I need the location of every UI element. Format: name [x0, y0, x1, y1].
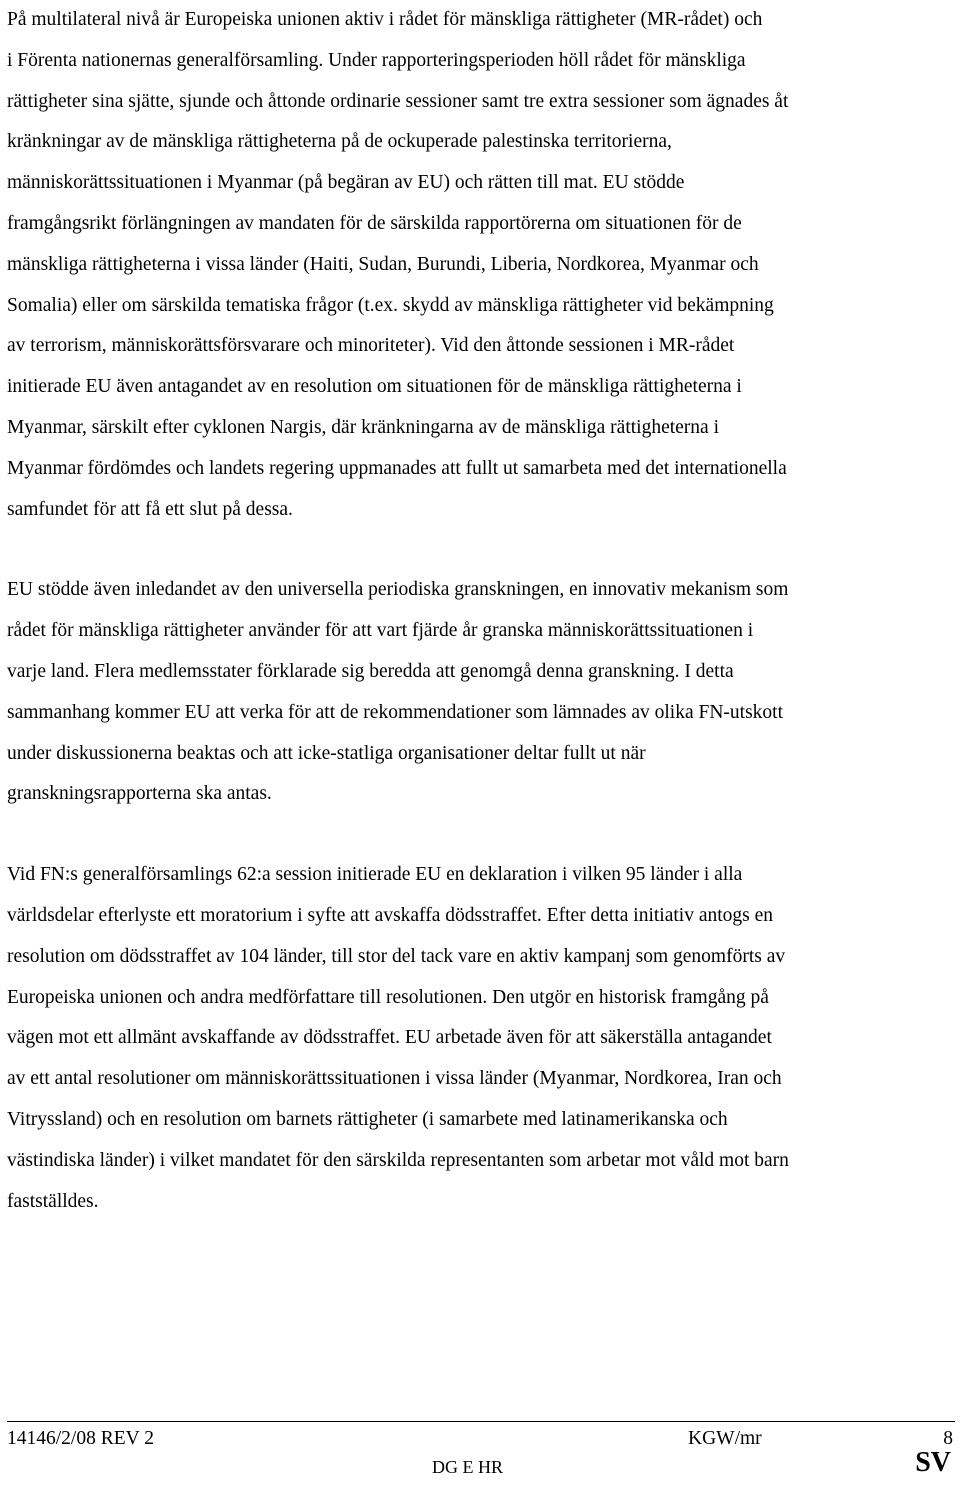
footer-row-top: [7, 1422, 955, 1452]
page-footer: [7, 1421, 955, 1482]
language-code: SV: [915, 1447, 951, 1478]
paragraph-2: EU stödde även inledandet av den universella periodiska granskningen, en innovativ mekanism som rådet för mänskliga rättigheter använder för att vart fjärde år granska människorättssituationen i varje land. Flera medlemsstater förklarade sig beredda att genomgå denna granskning. I detta sammanhang kommer EU att verka för att de rekommendationer som lämnades av olika FN-utskott under diskussionerna beaktas och att icke-statliga organisationer deltar fullt ut när granskningsrapporterna ska antas.: [7, 579, 789, 805]
paragraph-3: Vid FN:s generalförsamlings 62:a session initierade EU en deklaration i vilken 95 länder i alla världsdelar efterlyste ett moratorium i syfte att avskaffa dödsstraffet. Efter detta initiativ antogs en resolution om dödsstraffet av 104 länder, till stor del tack vare en aktiv kampanj som genomförts av Europeiska unionen och andra medförfattare till resolutionen. Den utgör en historisk framgång på vägen mot ett allmänt avskaffande av dödsstraffet. EU arbetade även för att säkerställa antagandet av ett antal resolutioner om människorättssituationen i vissa länder (Myanmar, Nordkorea, Iran och Vitryssland) och en resolution om barnets rättigheter (i samarbete med latinamerikanska och västindiska länder) i vilket mandatet för den särskilda representanten som arbetar mot våld mot barn fastställdes.: [7, 864, 789, 1212]
department-code: DG E HR: [432, 1457, 503, 1477]
paragraph-1: På multilateral nivå är Europeiska unionen aktiv i rådet för mänskliga rättigheter (MR-rådet) och i Förenta nationernas generalförsamling. Under rapporteringsperioden höll rådet för mänskliga rättigheter sina sjätte, sjunde och åttonde ordinarie sessioner samt tre extra sessioner som ägnades åt kränkningar av de mänskliga rättigheterna på de ockuperade palestinska territorierna, människorättssituationen i Myanmar (på begäran av EU) och rätten till mat. EU stödde framgångsrikt förlängningen av mandaten för de särskilda rapportörerna om situationen för de mänskliga rättigheterna i vissa länder (Haiti, Sudan, Burundi, Liberia, Nordkorea, Myanmar och Somalia) eller om särskilda tematiska frågor (t.ex. skydd av mänskliga rättigheter vid bekämpning av terrorism, människorättsförsvarare och minoriteter). Vid den åttonde sessionen i MR-rådet initierade EU även antagandet av en resolution om situationen för de mänskliga rättigheterna i Myanmar, särskilt efter cyklonen Nargis, där kränkningarna av de mänskliga rättigheterna i Myanmar fördömdes och landets regering uppmanades att fullt ut samarbeta med det internationella samfundet för att få ett slut på dessa.: [7, 9, 789, 520]
document-reference: 14146/2/08 REV 2: [7, 1428, 154, 1449]
page-number: 8: [943, 1428, 953, 1449]
document-body: [7, 0, 955, 1262]
footer-row-bottom: [7, 1447, 955, 1482]
author-initials: KGW/mr: [688, 1428, 762, 1449]
